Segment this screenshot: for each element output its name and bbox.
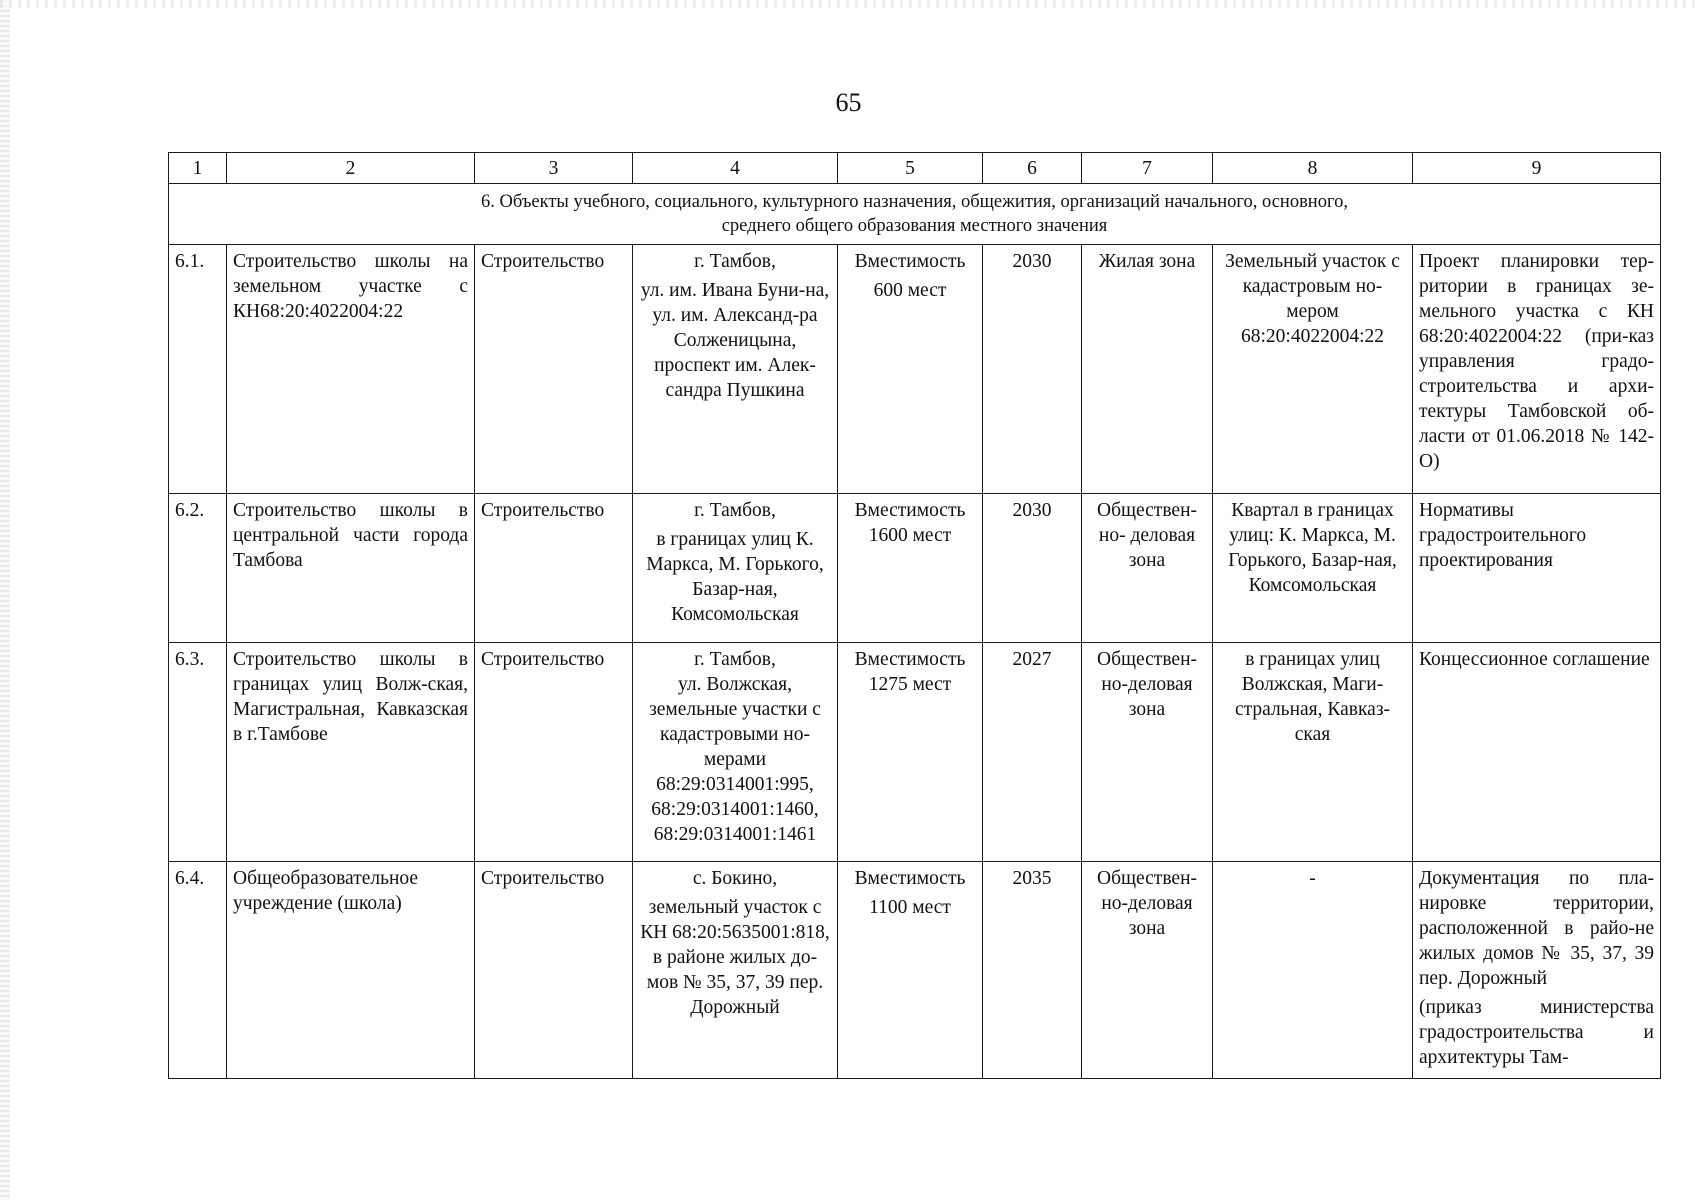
column-number: 2 xyxy=(227,153,475,184)
scan-top-artifact xyxy=(0,0,1697,8)
capacity-value: 600 мест xyxy=(873,280,947,301)
object-document: Нормативы градостроительного проектирования xyxy=(1413,494,1661,643)
column-number: 9 xyxy=(1413,153,1661,184)
object-document xyxy=(1413,862,1661,1079)
column-number: 8 xyxy=(1213,153,1413,184)
object-year: 2027 xyxy=(983,643,1082,862)
object-type: Строительство xyxy=(475,643,633,862)
object-location xyxy=(633,862,838,1079)
object-zone: Жилая зона xyxy=(1082,245,1213,494)
object-capacity xyxy=(838,494,983,643)
object-name: Общеобразовательное учреждение (школа) xyxy=(227,862,475,1079)
object-zone: Обществен-но-деловая зона xyxy=(1082,862,1213,1079)
object-location xyxy=(633,643,838,862)
object-document: Концессионное соглашение xyxy=(1413,643,1661,862)
object-capacity xyxy=(838,643,983,862)
page-number: 65 xyxy=(835,88,862,117)
object-name: Строительство школы в центральной части города Тамбова xyxy=(227,494,475,643)
table-row xyxy=(169,494,1661,643)
location-line: г. Тамбов, xyxy=(694,500,776,521)
column-number: 5 xyxy=(838,153,983,184)
row-number: 6.3. xyxy=(169,643,227,862)
scan-edge-artifact xyxy=(0,0,10,1200)
capacity-value: 1600 мест xyxy=(868,525,952,546)
object-plot: - xyxy=(1213,862,1413,1079)
objects-table xyxy=(168,152,1661,1079)
capacity-label: Вместимость xyxy=(854,500,966,521)
capacity-label: Вместимость xyxy=(854,649,966,670)
location-line: г. Тамбов, xyxy=(694,251,776,272)
section-title xyxy=(169,184,1661,245)
location-line: с. Бокино, xyxy=(692,868,778,889)
column-number: 7 xyxy=(1082,153,1213,184)
document-text: Документация по пла-нировке территории, расположенной в райо-не жилых домов № 35, 37, 39 пер. Дорожный xyxy=(1419,868,1654,989)
table-row xyxy=(169,862,1661,1079)
capacity-label: Вместимость xyxy=(854,868,966,889)
column-number: 3 xyxy=(475,153,633,184)
location-line: г. Тамбов, xyxy=(694,649,776,670)
row-number: 6.2. xyxy=(169,494,227,643)
column-number: 4 xyxy=(633,153,838,184)
object-document: Проект планировки тер-ритории в границах зе-мельного участка с КН 68:20:4022004:22 (при-каз управления градо-строительства и архи-тектуры Тамбовской об-ласти от 01.06.2018 № 142-О) xyxy=(1413,245,1661,494)
section-title-line: 6. Объекты учебного, социального, культурного назначения, общежития, организаций начального, основного, xyxy=(481,192,1348,212)
object-name: Строительство школы в границах улиц Волж-ская, Магистральная, Кавказская в г.Тамбове xyxy=(227,643,475,862)
object-name: Строительство школы на земельном участке с КН68:20:4022004:22 xyxy=(227,245,475,494)
object-location xyxy=(633,494,838,643)
object-type: Строительство xyxy=(475,494,633,643)
column-number: 1 xyxy=(169,153,227,184)
row-number: 6.4. xyxy=(169,862,227,1079)
object-type: Строительство xyxy=(475,245,633,494)
capacity-label: Вместимость xyxy=(854,251,966,272)
location-line: земельный участок с КН 68:20:5635001:818, в районе жилых до-мов № 35, 37, 39 пер. Дорожный xyxy=(640,897,830,1018)
object-plot: Квартал в границах улиц: К. Маркса, М. Горького, Базар-ная, Комсомольская xyxy=(1213,494,1413,643)
object-location xyxy=(633,245,838,494)
capacity-value: 1275 мест xyxy=(868,674,952,695)
document-note: (приказ министерства градостроительства и архитектуры Там- xyxy=(1419,997,1654,1068)
row-number: 6.1. xyxy=(169,245,227,494)
location-line: в границах улиц К. Маркса, М. Горького, Базар-ная, Комсомольская xyxy=(646,529,824,625)
object-plot: в границах улиц Волжская, Маги-стральная, Кавказ-ская xyxy=(1213,643,1413,862)
column-number: 6 xyxy=(983,153,1082,184)
location-line: ул. им. Ивана Буни-на, ул. им. Александ-ра Солженицына, проспект им. Алек-сандра Пушкина xyxy=(640,280,830,401)
object-capacity xyxy=(838,245,983,494)
table-row xyxy=(169,643,1661,862)
column-number-row xyxy=(169,153,1661,184)
capacity-value: 1100 мест xyxy=(869,897,951,918)
section-title-line: среднего общего образования местного значения xyxy=(721,216,1108,236)
location-line: ул. Волжская, земельные участки с кадастровыми но-мерами 68:29:0314001:995, 68:29:0314001:1460, 68:29:0314001:1461 xyxy=(649,674,821,845)
table-row xyxy=(169,245,1661,494)
object-year: 2035 xyxy=(983,862,1082,1079)
object-capacity xyxy=(838,862,983,1079)
object-year: 2030 xyxy=(983,245,1082,494)
object-type: Строительство xyxy=(475,862,633,1079)
object-year: 2030 xyxy=(983,494,1082,643)
object-zone: Обществен-но- деловая зона xyxy=(1082,494,1213,643)
object-plot: Земельный участок с кадастровым но-мером 68:20:4022004:22 xyxy=(1213,245,1413,494)
section-row xyxy=(169,184,1661,245)
object-zone: Обществен-но-деловая зона xyxy=(1082,643,1213,862)
